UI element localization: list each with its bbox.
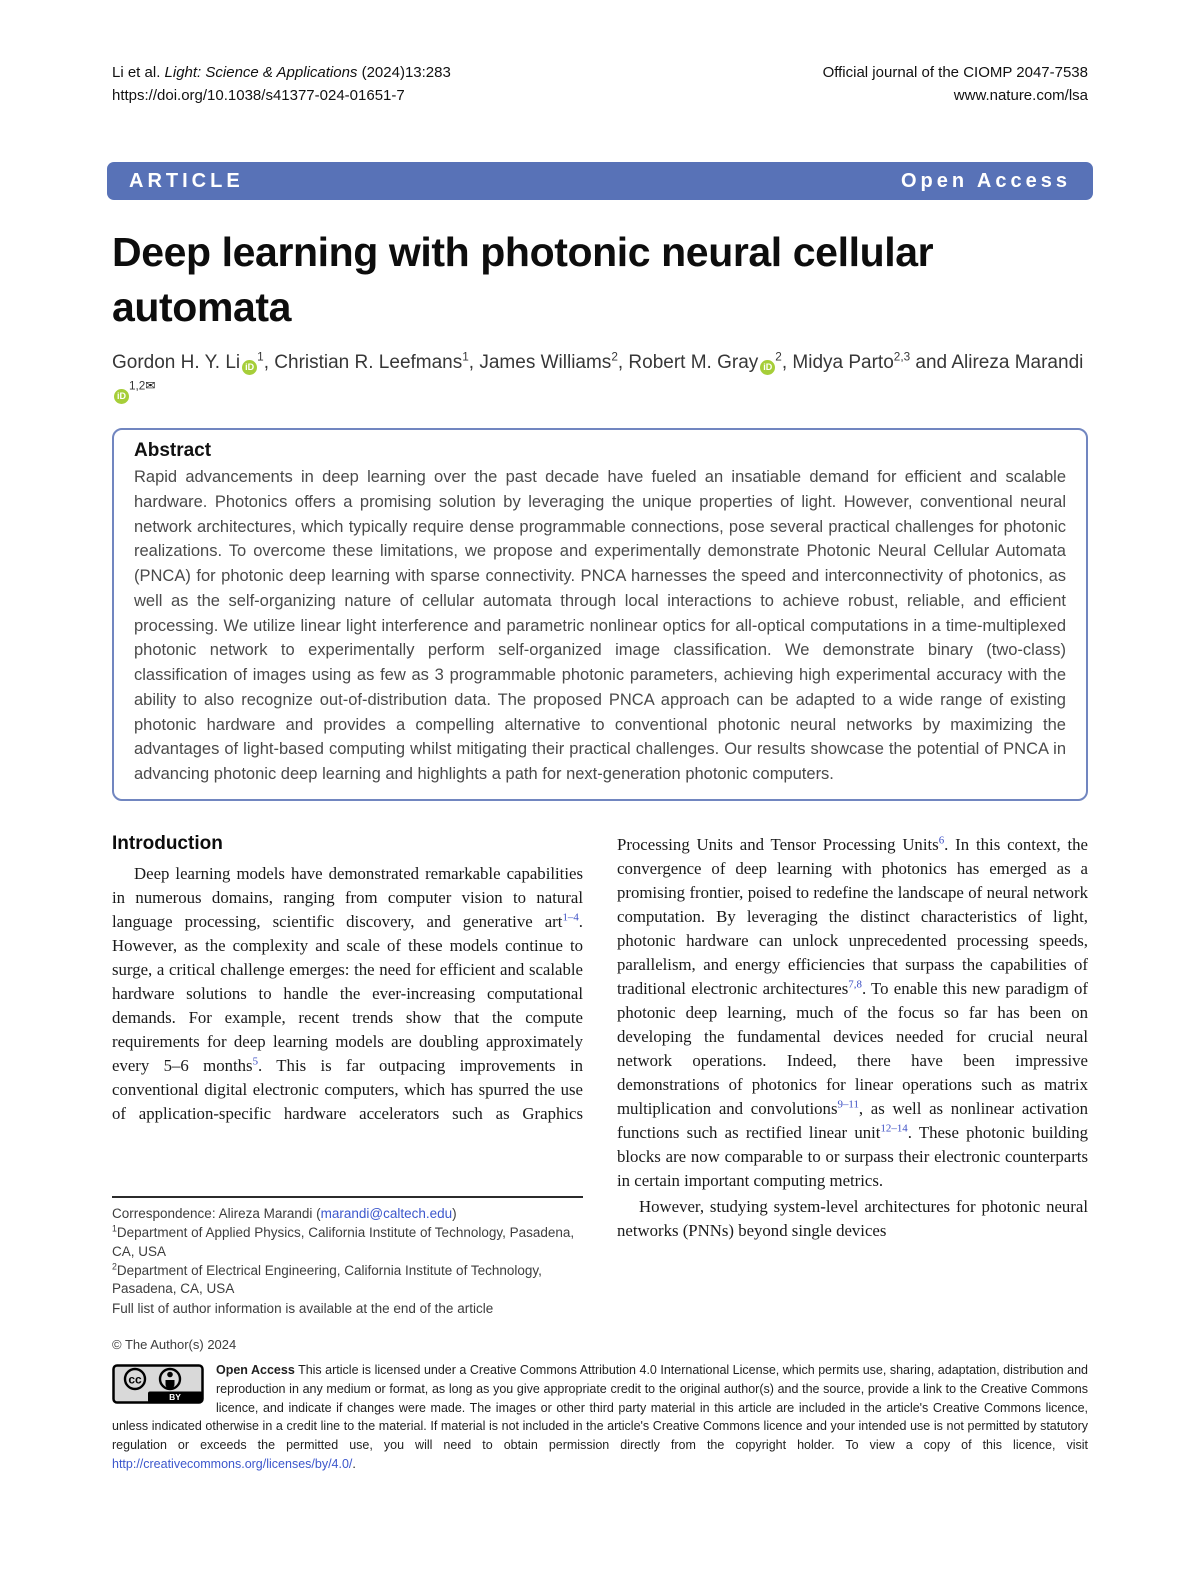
reference-link[interactable]: 9–11 xyxy=(837,1098,859,1111)
header-journal-block xyxy=(823,62,1088,107)
article-type-banner xyxy=(107,162,1093,200)
intro-right-column xyxy=(617,833,1088,1319)
reference-link[interactable]: 1–4 xyxy=(562,911,579,924)
paper-title: Deep learning with photonic neural cellular automata xyxy=(112,229,934,330)
hyperlink[interactable]: http://creativecommons.org/licenses/by/4.0/ xyxy=(112,1456,353,1471)
affiliation-1: $^1$Department of Applied Physics, California Institute of Technology, Pasadena, CA, USA xyxy=(112,1223,575,1259)
intro-right-text-p2: However, studying system-level architectures for photonic neural networks (PNNs) beyond single devices xyxy=(617,1197,1088,1241)
affiliation-2: $^2$Department of Electrical Engineering, California Institute of Technology, Pasadena, CA, USA xyxy=(112,1261,542,1297)
author-name: Gordon H. Y. Li $iD^1$ xyxy=(112,350,264,374)
intro-right-text-p1: Processing Units and Tensor Processing Units$^6$. In this context, the convergence of deep learning with photonics has emerged as a promising frontier, poised to redefine the landscape of neural network computation. By leveraging the distinct characteristics of light, photonic hardware can unlock unprecedented processing speeds, parallelism, and energy efficiencies that surpass the capabilities of traditional electronic architectures$^{7,8}$. To enable this new paradigm of photonic deep learning, much of the focus so far has been on developing the fundamental devices needed for crucial neural network operations. Indeed, there have been impressive demonstrations of photonics for linear operations such as matrix multiplication and convolutions$^{9-11}$, as well as nonlinear activation functions such as rectified linear unit$^{12-14}$. These photonic building blocks are now comparable to or surpass their electronic counterparts in certain important computing metrics. xyxy=(617,834,1088,1190)
svg-text:cc: cc xyxy=(128,1372,142,1387)
intro-heading: Introduction xyxy=(112,832,223,854)
author-name: James Williams$^2$ xyxy=(479,350,618,374)
orcid-icon[interactable]: iD xyxy=(114,389,129,404)
reference-link[interactable]: 5 xyxy=(252,1055,259,1068)
doi-link[interactable]: https://doi.org/10.1038/s41377-024-01651-7 xyxy=(112,86,405,104)
reference-link[interactable]: 7,8 xyxy=(848,978,862,991)
author-name: Christian R. Leefmans$^1$ xyxy=(274,350,469,374)
author-name: Alireza MarandiiD$^{1,2✉}$ xyxy=(112,352,1083,402)
intro-left-text: Deep learning models have demonstrated remarkable capabilities in numerous domains, ranging from computer vision to natural language processing, scientific discovery, and generative art$^{1-4}$. However, as the complexity and scale of these models continue to surge, a critical challenge emerges: the need for efficient and scalable hardware solutions to handle the ever-increasing computational demands. For example, recent trends show that the compute requirements for deep learning models are doubling approximately every 5–6 months$^5$. This is far outpacing improvements in conventional digital electronic computers, which has spurred the use of application-specific hardware accelerators such as Graphics xyxy=(112,863,584,1123)
hyperlink[interactable]: marandi@caltech.edu xyxy=(320,1205,453,1221)
author-info-note: Full list of author information is available at the end of the article xyxy=(112,1300,494,1316)
open-access-badge: Open Access xyxy=(901,169,1071,192)
citation-line: Li et al. Light: Science & Applications (2024)13:283 xyxy=(112,64,451,81)
license-block xyxy=(112,1361,1088,1474)
orcid-icon[interactable]: iD xyxy=(242,360,257,375)
abstract-heading: Abstract xyxy=(134,440,212,462)
reference-link[interactable]: 6 xyxy=(938,834,945,847)
reference-link[interactable]: 12–14 xyxy=(880,1122,908,1135)
header-citation-block xyxy=(112,62,451,107)
orcid-icon[interactable]: iD xyxy=(760,360,775,375)
cc-by-badge-icon xyxy=(112,1364,204,1404)
article-type-label: ARTICLE xyxy=(129,169,244,192)
author-list: Gordon H. Y. Li $iD^1$, Christian R. Leefmans$^1$, James Williams$^2$, Robert M. Gray $iD^2$, Midya Parto$^{2,3}$ and Alireza MarandiiD$^{1,2✉}$ xyxy=(112,349,1088,406)
intro-left-column xyxy=(112,833,583,1319)
introduction-section xyxy=(112,833,1088,1319)
page-header xyxy=(112,62,1088,107)
abstract-box xyxy=(112,428,1088,801)
author-name: Robert M. Gray $iD^2$ xyxy=(628,350,782,374)
license-text: Open Access This article is licensed under a Creative Commons Attribution 4.0 International License, which permits use, sharing, adaptation, distribution and reproduction in any medium or format, as long as you give appropriate credit to the original author(s) and the source, provide a link to the Creative Commons licence, and indicate if changes were made. The images or other third party material in this article are included in the article's Creative Commons licence, unless indicated otherwise in a credit line to the material. If material is not included in the article's Creative Commons licence and your intended use is not permitted by statutory regulation or exceeds the permitted use, you will need to obtain permission directly from the copyright holder. To view a copy of this licence, visit http://creativecommons.org/licenses/by/4.0/. xyxy=(112,1363,1088,1471)
abstract-text: Rapid advancements in deep learning over the past decade have fueled an insatiable demand for efficient and scalable hardware. Photonics offers a promising solution by leveraging the unique properties of light. However, conventional neural network architectures, which typically require dense programmable connections, pose several practical challenges for photonic realizations. To overcome these limitations, we propose and experimentally demonstrate Photonic Neural Cellular Automata (PNCA) for photonic deep learning with sparse connectivity. PNCA harnesses the speed and interconnectivity of photonics, as well as the self-organizing nature of cellular automata through local interactions to achieve robust, reliable, and efficient processing. We utilize linear light interference and parametric nonlinear optics for all-optical computations in a time-multiplexed photonic network to experimentally perform self-organized image classification. We demonstrate binary (two-class) classification of images using as few as 3 programmable photonic parameters, achieving high experimental accuracy with the ability to also recognize out-of-distribution data. The proposed PNCA approach can be adapted to a wide range of existing photonic hardware and provides a compelling alternative to conventional photonic neural networks by maximizing the advantages of light-based computing whilst mitigating their practical challenges. Our results showcase the potential of PNCA in advancing photonic deep learning and highlights a path for next-generation photonic computers. xyxy=(134,468,1066,784)
journal-note: Official journal of the CIOMP 2047-7538 xyxy=(822,64,1088,81)
footnote-block xyxy=(112,1196,583,1319)
svg-text:BY: BY xyxy=(169,1392,181,1403)
author-name: Midya Parto$^{2,3}$ xyxy=(792,350,911,374)
journal-url-link[interactable]: www.nature.com/lsa xyxy=(953,86,1088,104)
correspondence-line: Correspondence: Alireza Marandi (marandi@caltech.edu) xyxy=(112,1205,457,1221)
copyright-line: © The Author(s) 2024 xyxy=(112,1337,237,1353)
email-icon[interactable]: ✉ xyxy=(145,379,156,393)
